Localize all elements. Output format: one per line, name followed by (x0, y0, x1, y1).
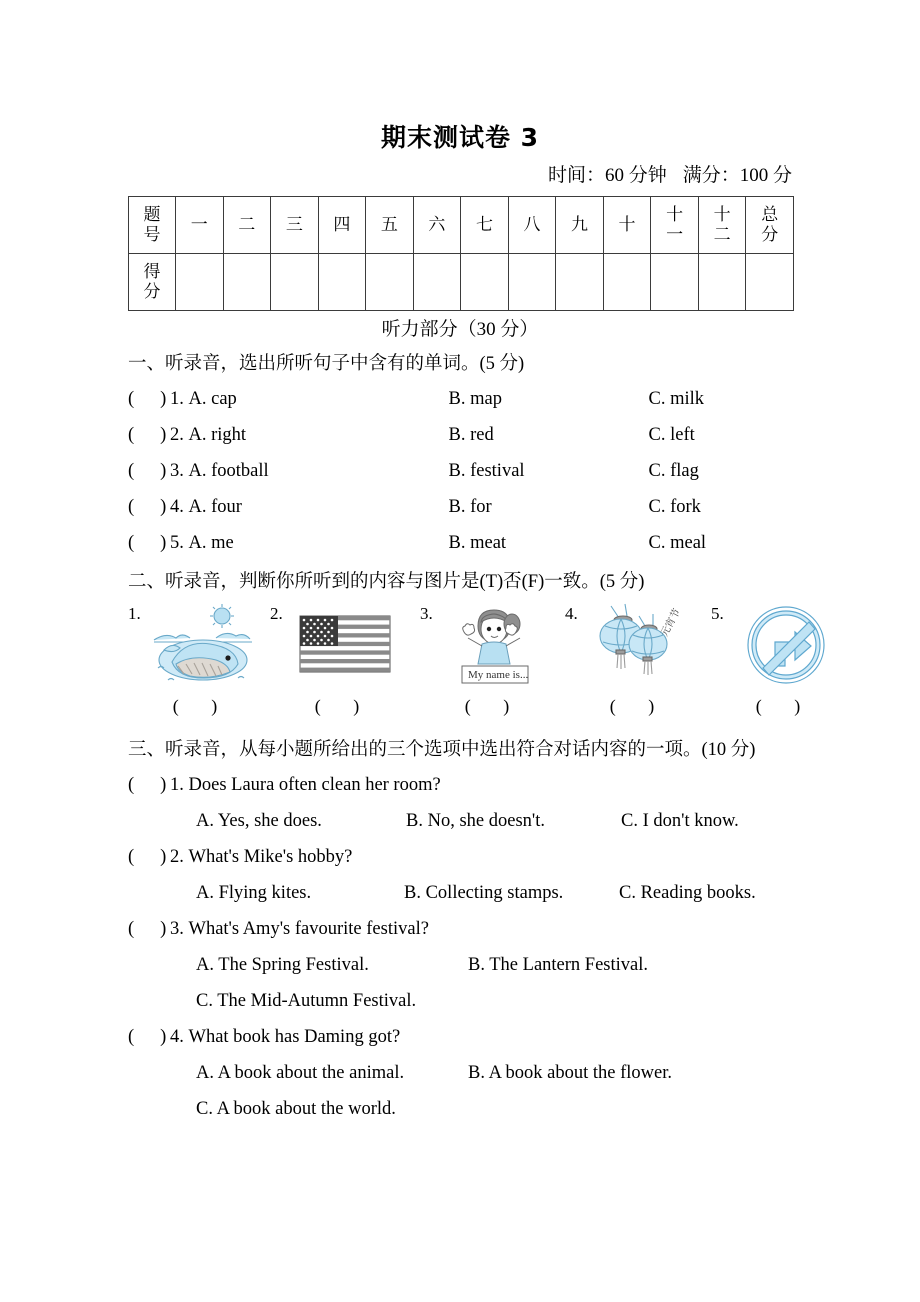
score-table-col-6: 六 (413, 197, 461, 254)
tf-blank-3[interactable]: ( ) (464, 696, 524, 716)
item-number: 3. (170, 919, 184, 939)
lanterns-icon (587, 602, 693, 688)
option-b[interactable]: B. A book about the flower. (468, 1063, 672, 1083)
score-table-row-label-score: 得 分 (129, 254, 176, 311)
score-cell-12[interactable] (698, 254, 746, 311)
score-cell-total[interactable] (746, 254, 794, 311)
whale-sun-icon (150, 602, 256, 688)
part2-picture-4 (565, 600, 705, 725)
answer-blank-1[interactable]: ( ) (128, 775, 167, 795)
part2-picture-2 (270, 600, 410, 725)
option-c[interactable]: C. milk (648, 389, 705, 409)
option-c[interactable]: C. The Mid-Autumn Festival. (196, 991, 417, 1011)
option-c[interactable]: C. flag (648, 461, 699, 481)
score-table-col-10: 十 (603, 197, 651, 254)
item-number: 2. (170, 847, 184, 867)
score-cell-4[interactable] (318, 254, 366, 311)
part3-item-4-options-row1[interactable] (128, 1063, 888, 1084)
time-label: 时间：60 分钟 (547, 165, 667, 186)
tf-blank-4[interactable]: ( ) (609, 696, 669, 716)
item-number: 4. (170, 497, 184, 517)
answer-blank-3[interactable]: ( ) (128, 461, 167, 481)
picture-number: 2. (270, 604, 283, 623)
score-table-col-9: 九 (556, 197, 604, 254)
exam-meta-line (548, 160, 792, 187)
score-cell-10[interactable] (603, 254, 651, 311)
score-cell-1[interactable] (176, 254, 224, 311)
part3-item-4-stem[interactable] (128, 1027, 828, 1048)
option-b[interactable]: B. for (448, 497, 492, 517)
score-table-col-12: 十 二 (698, 197, 746, 254)
listening-section-banner: 听力部分（30 分） (381, 319, 539, 340)
score-cell-8[interactable] (508, 254, 556, 311)
answer-blank-1[interactable]: ( ) (128, 389, 167, 409)
part3-item-3-stem[interactable] (128, 919, 828, 940)
part2-picture-row (128, 600, 828, 725)
option-a[interactable]: A. A book about the animal. (196, 1063, 405, 1083)
part3-item-1-stem[interactable] (128, 775, 828, 796)
option-a[interactable]: A. right (188, 425, 247, 445)
answer-blank-4[interactable]: ( ) (128, 497, 167, 517)
table-row-question-numbers (129, 197, 794, 254)
option-b[interactable]: B. red (448, 425, 494, 445)
option-c[interactable]: C. I don't know. (621, 811, 739, 831)
tf-blank-2[interactable]: ( ) (314, 696, 374, 716)
picture-number: 4. (565, 604, 578, 623)
score-table-col-total: 总 分 (746, 197, 794, 254)
part3-item-2-stem[interactable] (128, 847, 828, 868)
option-a[interactable]: A. me (188, 533, 234, 553)
part1-item-3[interactable] (128, 461, 828, 482)
part2-heading: 二、听录音，判断你所听到的内容与图片是(T)否(F)一致。(5 分) (128, 572, 645, 592)
item-number: 2. (170, 425, 184, 445)
option-a[interactable]: A. Yes, she does. (196, 811, 322, 831)
option-c[interactable]: C. meal (648, 533, 707, 553)
option-a[interactable]: A. football (188, 461, 269, 481)
option-a[interactable]: A. cap (188, 389, 237, 409)
score-table-col-2: 二 (223, 197, 271, 254)
score-table-col-5: 五 (366, 197, 414, 254)
question-stem: Does Laura often clean her room? (188, 775, 441, 795)
part3-heading: 三、听录音，从每小题所给出的三个选项中选出符合对话内容的一项。(10 分) (128, 740, 756, 760)
option-c[interactable]: C. A book about the world. (196, 1099, 396, 1119)
option-b[interactable]: B. The Lantern Festival. (468, 955, 648, 975)
table-row-scores (129, 254, 794, 311)
picture-number: 3. (420, 604, 433, 623)
score-cell-11[interactable] (651, 254, 699, 311)
option-b[interactable]: B. meat (448, 533, 507, 553)
picture-number: 1. (128, 604, 141, 623)
answer-blank-4[interactable]: ( ) (128, 1027, 167, 1047)
score-table (128, 196, 794, 311)
item-number: 1. (170, 775, 184, 795)
option-b[interactable]: B. No, she doesn't. (406, 811, 545, 831)
part3-item-3-options-row2[interactable] (128, 991, 888, 1012)
option-a[interactable]: A. Flying kites. (196, 883, 312, 903)
option-c[interactable]: C. fork (648, 497, 701, 517)
item-number: 1. (170, 389, 184, 409)
part3-item-1-options[interactable] (128, 811, 888, 832)
part2-picture-5 (711, 600, 851, 725)
tf-blank-5[interactable]: ( ) (755, 696, 815, 716)
option-a[interactable]: A. four (188, 497, 242, 517)
question-stem: What's Amy's favourite festival? (188, 919, 429, 939)
score-table-col-8: 八 (508, 197, 556, 254)
part3-item-4-options-row2[interactable] (128, 1099, 888, 1120)
part1-item-4[interactable] (128, 497, 828, 518)
page-title: 期末测试卷 3 (380, 123, 540, 152)
score-table-col-7: 七 (461, 197, 509, 254)
option-c[interactable]: C. left (648, 425, 695, 445)
tf-blank-1[interactable]: ( ) (172, 696, 232, 716)
no-right-turn-sign-icon (733, 602, 839, 688)
score-table-col-3: 三 (271, 197, 319, 254)
score-cell-7[interactable] (461, 254, 509, 311)
score-cell-3[interactable] (271, 254, 319, 311)
answer-blank-5[interactable]: ( ) (128, 533, 167, 553)
answer-blank-2[interactable]: ( ) (128, 847, 167, 867)
part1-item-5[interactable] (128, 533, 828, 554)
option-c[interactable]: C. Reading books. (619, 883, 756, 903)
score-cell-5[interactable] (366, 254, 414, 311)
part2-picture-3 (420, 600, 560, 725)
option-b[interactable]: B. map (448, 389, 502, 409)
item-number: 5. (170, 533, 184, 553)
item-number: 3. (170, 461, 184, 481)
score-table-col-11: 十 一 (651, 197, 699, 254)
part3-item-3-options-row1[interactable] (128, 955, 888, 976)
part2-picture-1 (128, 600, 268, 725)
score-table-col-4: 四 (318, 197, 366, 254)
score-cell-9[interactable] (556, 254, 604, 311)
item-number: 4. (170, 1027, 184, 1047)
option-b[interactable]: B. festival (448, 461, 525, 481)
score-table-col-1: 一 (176, 197, 224, 254)
usa-flag-icon (292, 602, 398, 688)
full-score-label: 满分：100 分 (682, 165, 792, 186)
score-cell-6[interactable] (413, 254, 461, 311)
part1-item-2[interactable] (128, 425, 828, 446)
question-stem: What's Mike's hobby? (188, 847, 353, 867)
score-cell-2[interactable] (223, 254, 271, 311)
answer-blank-2[interactable]: ( ) (128, 425, 167, 445)
svg-text:元宵节: 元宵节 (659, 607, 683, 639)
part3-item-2-options[interactable] (128, 883, 888, 904)
answer-blank-3[interactable]: ( ) (128, 919, 167, 939)
option-a[interactable]: A. The Spring Festival. (196, 955, 369, 975)
score-table-row-label-question: 题 号 (129, 197, 176, 254)
option-b[interactable]: B. Collecting stamps. (404, 883, 564, 903)
girl-name-card-icon (442, 602, 548, 688)
svg-text:My name is...: My name is... (468, 669, 529, 681)
part1-item-1[interactable] (128, 389, 828, 410)
part1-heading: 一、听录音，选出所听句子中含有的单词。(5 分) (128, 354, 525, 374)
question-stem: What book has Daming got? (188, 1027, 401, 1047)
picture-number: 5. (711, 604, 724, 623)
